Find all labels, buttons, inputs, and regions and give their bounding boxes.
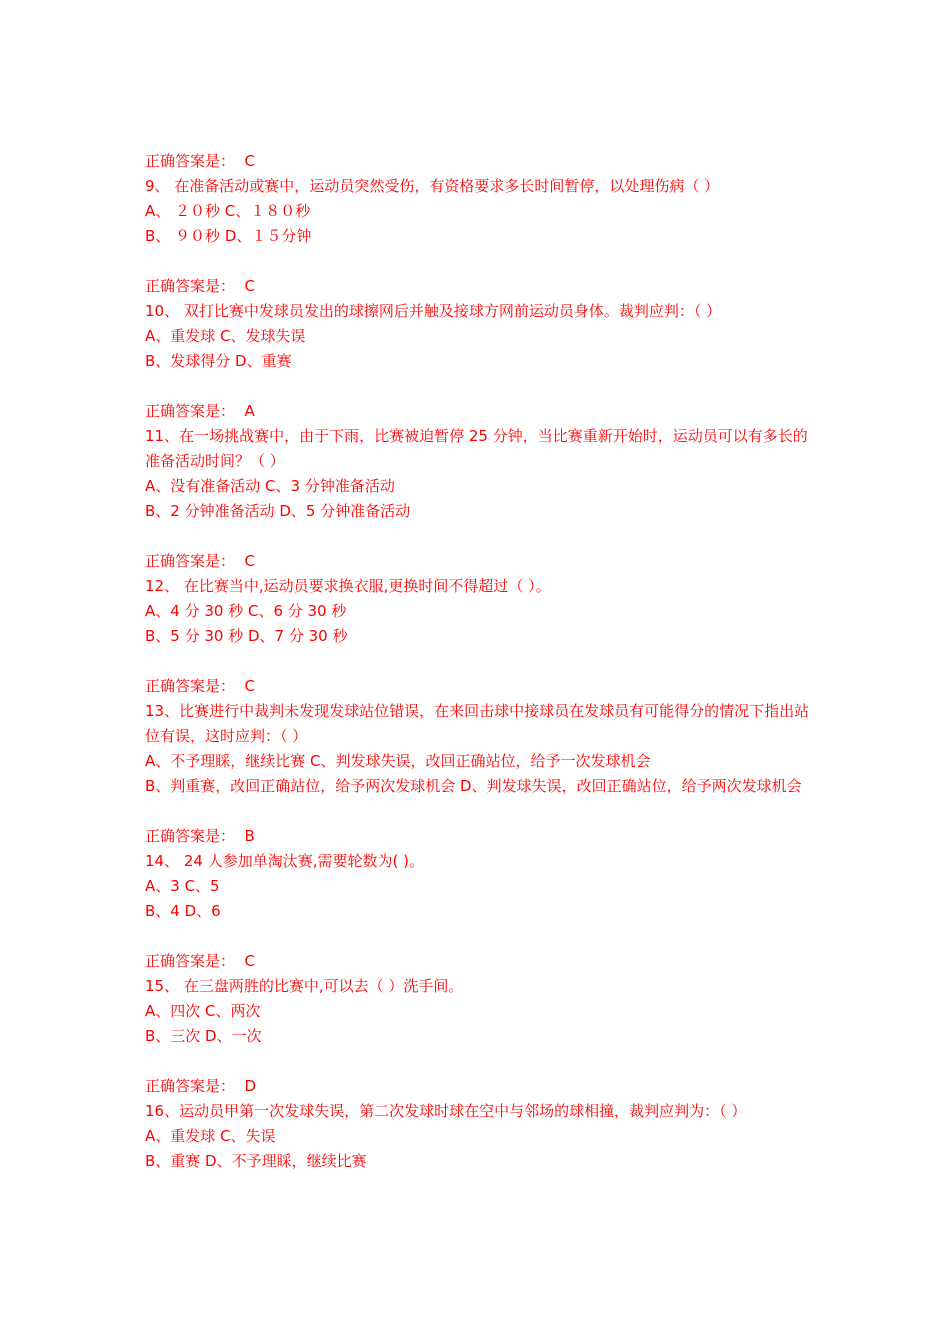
- options-bd: B、三次 D、一次: [145, 1027, 262, 1045]
- options-ac: A、重发球 C、发球失误: [145, 327, 306, 345]
- document-page: [145, 149, 810, 1199]
- options-ac: A、3 C、5: [145, 877, 220, 895]
- options-bd: B、4 D、6: [145, 902, 221, 920]
- options-ac: A、没有准备活动 C、3 分钟准备活动: [145, 477, 395, 495]
- qa-item-12: [145, 549, 810, 649]
- correct-answer: 正确答案是： A: [145, 402, 255, 420]
- question-text: 13、比赛进行中裁判未发现发球站位错误，在来回击球中接球员在发球员有可能得分的情况下指出站位有误，这时应判：（ ）: [145, 702, 810, 745]
- question-text: 15、 在三盘两胜的比赛中,可以去（ ）洗手间。: [145, 977, 464, 995]
- correct-answer: 正确答案是： C: [145, 277, 256, 295]
- correct-answer: 正确答案是： C: [145, 952, 256, 970]
- options-bd: B、5 分 30 秒 D、7 分 30 秒: [145, 627, 348, 645]
- correct-answer: 正确答案是： D: [145, 1077, 257, 1095]
- options-bd: B、判重赛，改回正确站位，给予两次发球机会 D、判发球失误，改回正确站位，给予两次发球机会: [145, 777, 802, 795]
- question-text: 16、运动员甲第一次发球失误，第二次发球时球在空中与邻场的球相撞，裁判应判为：（ ）: [145, 1102, 747, 1120]
- question-text: 12、 在比赛当中,运动员要求换衣服,更换时间不得超过（ ）。: [145, 577, 551, 595]
- qa-item-15: [145, 949, 810, 1049]
- qa-item-10: [145, 274, 810, 374]
- qa-item-14: [145, 824, 810, 924]
- correct-answer: 正确答案是： C: [145, 152, 256, 170]
- options-bd: B、重赛 D、不予理睬，继续比赛: [145, 1152, 367, 1170]
- question-text: 10、 双打比赛中发球员发出的球擦网后并触及接球方网前运动员身体。裁判应判：（ ）: [145, 302, 722, 320]
- correct-answer: 正确答案是： C: [145, 677, 256, 695]
- options-bd: B、 ９０秒 D、１５分钟: [145, 227, 312, 245]
- options-ac: A、 ２０秒 C、１８０秒: [145, 202, 311, 220]
- qa-item-16: [145, 1074, 810, 1174]
- question-text: 14、 24 人参加单淘汰赛,需要轮数为( )。: [145, 852, 424, 870]
- options-bd: B、2 分钟准备活动 D、5 分钟准备活动: [145, 502, 411, 520]
- options-ac: A、4 分 30 秒 C、6 分 30 秒: [145, 602, 347, 620]
- options-ac: A、重发球 C、失误: [145, 1127, 276, 1145]
- correct-answer: 正确答案是： C: [145, 552, 256, 570]
- options-ac: A、不予理睬，继续比赛 C、判发球失误，改回正确站位，给予一次发球机会: [145, 752, 651, 770]
- correct-answer: 正确答案是： B: [145, 827, 255, 845]
- qa-item-11: [145, 399, 810, 524]
- options-ac: A、四次 C、两次: [145, 1002, 261, 1020]
- qa-item-9: [145, 149, 810, 249]
- options-bd: B、发球得分 D、重赛: [145, 352, 292, 370]
- question-text: 9、 在准备活动或赛中，运动员突然受伤，有资格要求多长时间暂停，以处理伤病（ ）: [145, 177, 720, 195]
- qa-item-13: [145, 674, 810, 799]
- question-text: 11、在一场挑战赛中，由于下雨，比赛被迫暂停 25 分钟，当比赛重新开始时，运动员可以有多长的准备活动时间？（ ）: [145, 427, 808, 470]
